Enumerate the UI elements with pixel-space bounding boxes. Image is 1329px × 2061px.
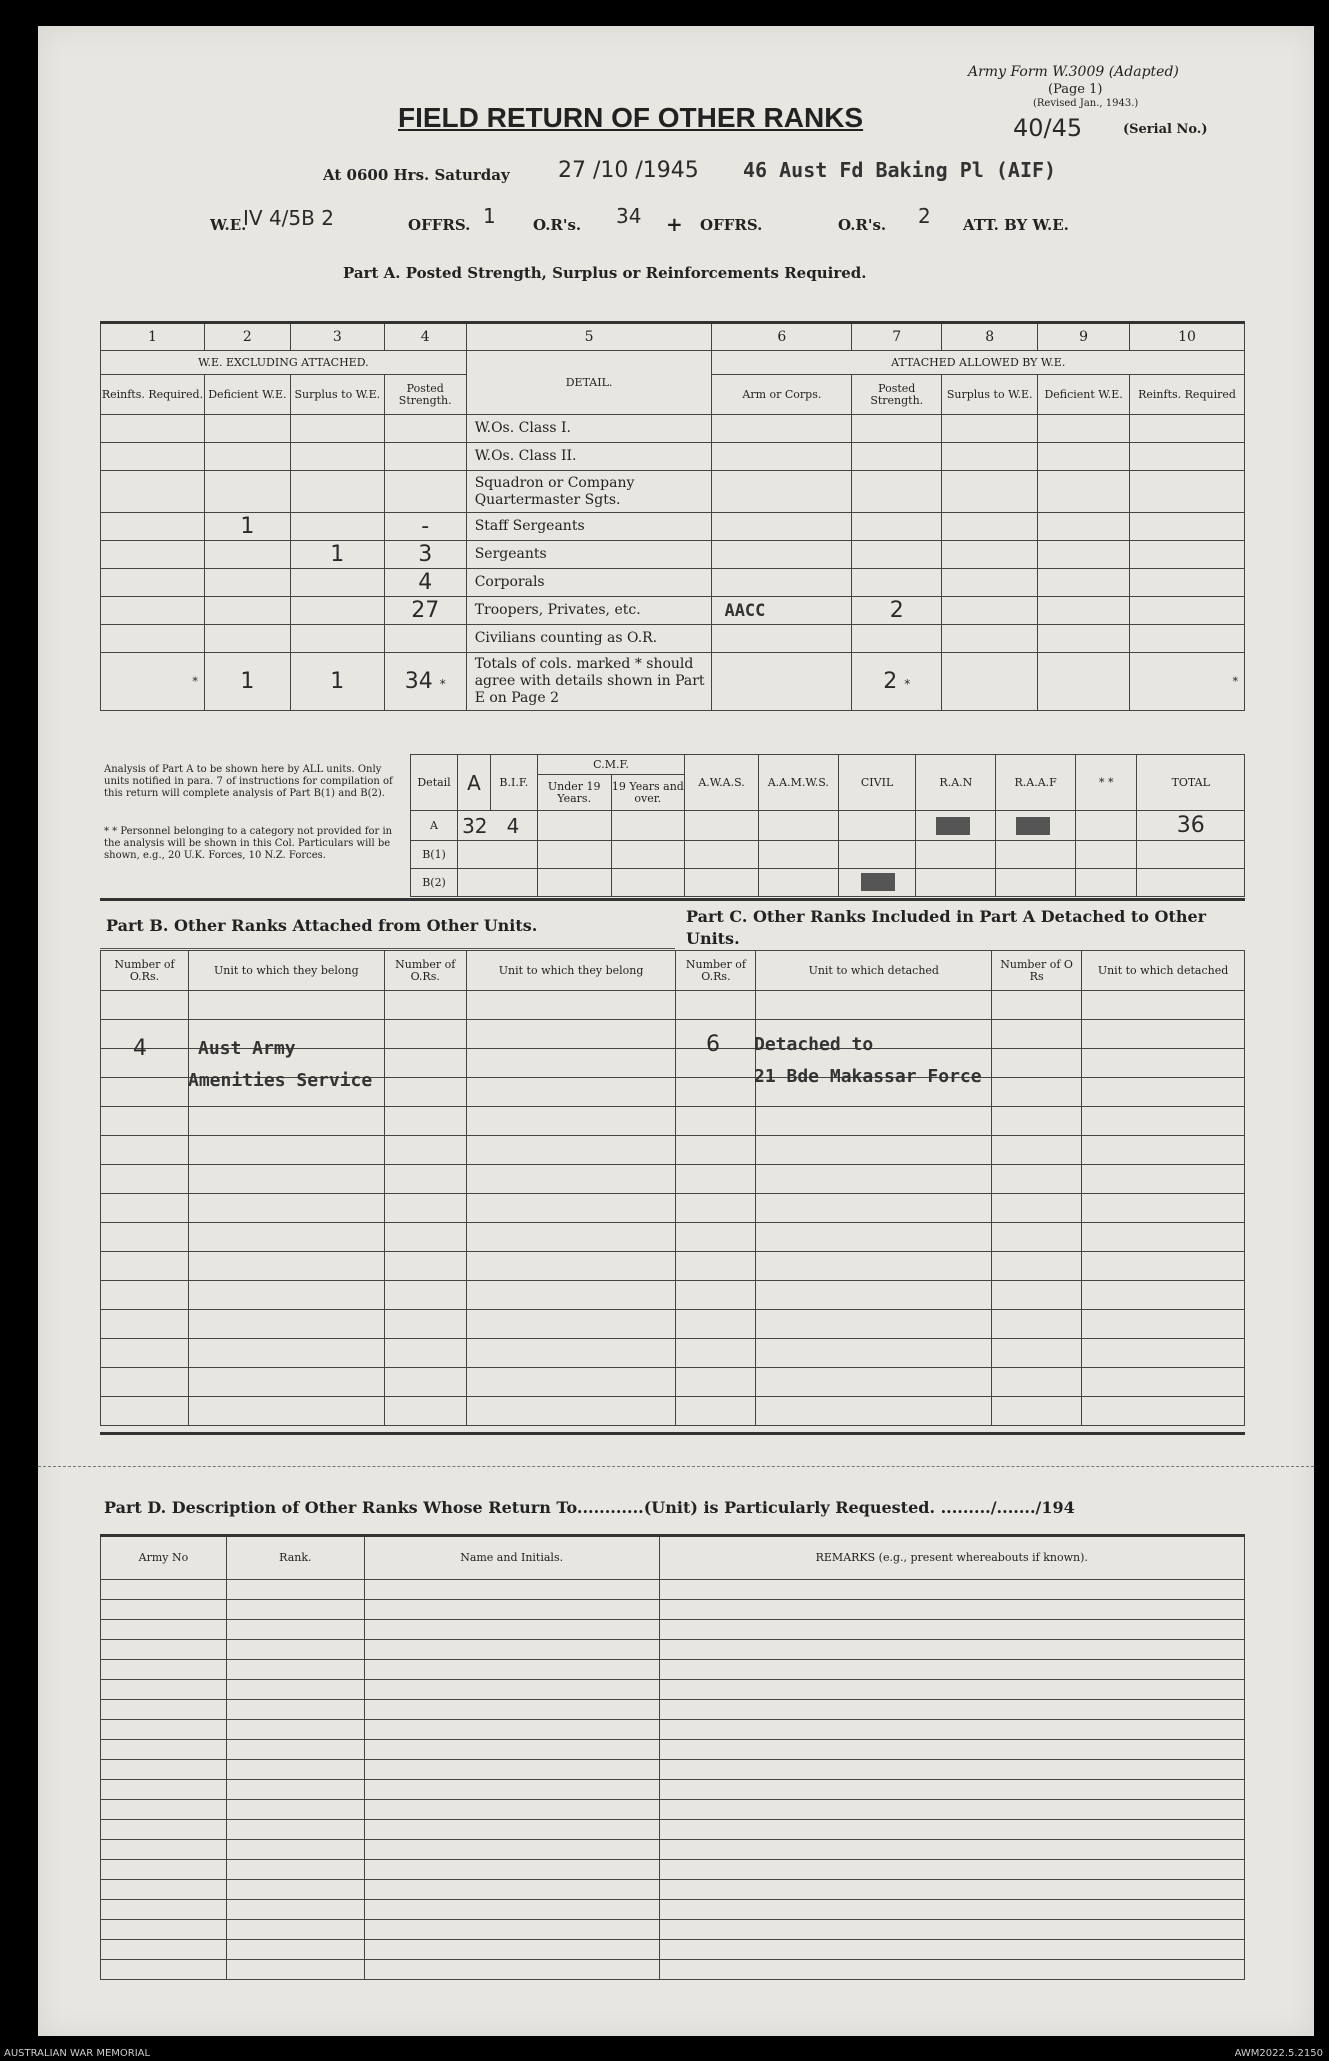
b-hdr-num2: Number of O.Rs. <box>384 951 466 991</box>
an-hdr-bif: B.I.F. <box>490 755 537 811</box>
part-d-row <box>101 1580 1245 1600</box>
row-cell-c1 <box>101 471 205 513</box>
row-cell-c6 <box>712 415 852 443</box>
part-d-row <box>101 1940 1245 1960</box>
part-d-row <box>101 1780 1245 1800</box>
analysis-table <box>410 754 1245 897</box>
an-hdr-under19: Under 19 Years. <box>537 775 611 811</box>
footer-right: AWM2022.5.2150 <box>1234 2048 1323 2059</box>
col-num-1: 1 <box>101 323 205 351</box>
part-a-row <box>101 415 1245 443</box>
total-c7-star: * <box>904 677 911 691</box>
hdr-posted: Posted Strength. <box>384 375 466 415</box>
total-c7-value: 2 <box>883 669 898 694</box>
row-cell-c2 <box>204 541 290 569</box>
c-entry-unit-2: 21 Bde Makassar Force <box>754 1066 982 1087</box>
part-a-table <box>100 321 1245 711</box>
col-num-2: 2 <box>204 323 290 351</box>
row-cell-c4 <box>384 471 466 513</box>
row-detail: Sergeants <box>466 541 712 569</box>
total-c7 <box>852 653 942 711</box>
att-label: ATT. BY W.E. <box>963 216 1069 234</box>
date-value: 27 /10 /1945 <box>558 158 699 183</box>
part-d-row <box>101 1660 1245 1680</box>
rule <box>100 898 1245 901</box>
an-a-value: 32 <box>462 813 488 838</box>
hdr-att-posted: Posted Strength. <box>852 375 942 415</box>
row-cell-c4 <box>384 443 466 471</box>
total-c2: 1 <box>204 653 290 711</box>
an-row-b2: B(2) <box>411 869 458 897</box>
serial-label: (Serial No.) <box>1123 122 1208 137</box>
part-d-row <box>101 1600 1245 1620</box>
part-d-row <box>101 1680 1245 1700</box>
part-bc-row <box>101 1368 1245 1397</box>
row-cell-c2 <box>204 597 290 625</box>
part-d-row <box>101 1920 1245 1940</box>
an-total-value: 36 <box>1137 811 1245 841</box>
row-cell-c7 <box>852 415 942 443</box>
totals-row <box>101 653 1245 711</box>
part-d-row <box>101 1900 1245 1920</box>
part-a-row <box>101 513 1245 541</box>
part-b-c-table <box>100 950 1245 1426</box>
row-cell-c7 <box>852 471 942 513</box>
offrs-label: OFFRS. <box>408 216 471 234</box>
an-hdr-detail: Detail <box>411 755 458 811</box>
part-d-title: Part D. Description of Other Ranks Whose Return To............(Unit) is Particularly Requested. ........./......./194 <box>104 1498 1075 1517</box>
c-entry-unit-1: Detached to <box>754 1034 874 1055</box>
form-id: Army Form W.3009 (Adapted) <box>968 64 1179 80</box>
part-a-row <box>101 471 1245 513</box>
an-hdr-total: TOTAL <box>1137 755 1245 811</box>
an-hdr-cmf: C.M.F. <box>537 755 684 775</box>
d-hdr-remarks: REMARKS (e.g., present whereabouts if known). <box>659 1536 1244 1580</box>
total-c4-value: 34 <box>404 669 433 694</box>
row-cell-c6 <box>712 443 852 471</box>
ors2-label: O.R's. <box>838 216 887 234</box>
an-hdr-raaf: R.A.A.F <box>996 755 1076 811</box>
c-hdr-num2: Number of O Rs <box>992 951 1082 991</box>
an-hdr-a: A <box>458 755 491 811</box>
row-cell-c3 <box>290 471 384 513</box>
part-d-row <box>101 1740 1245 1760</box>
row-cell-c7 <box>852 569 942 597</box>
ors2-value: 2 <box>918 204 931 228</box>
row-cell-c1 <box>101 569 205 597</box>
row-cell-c2 <box>204 443 290 471</box>
col-num-8: 8 <box>942 323 1038 351</box>
perforation-line <box>38 1466 1314 1467</box>
redaction-mark <box>861 873 895 891</box>
row-cell-c4 <box>384 625 466 653</box>
part-d-row <box>101 1820 1245 1840</box>
total-c10: * <box>1130 653 1245 711</box>
an-a-bif <box>458 811 538 841</box>
part-bc-row <box>101 1339 1245 1368</box>
ors-value: 34 <box>616 204 642 228</box>
an-row-a: A <box>411 811 458 841</box>
part-bc-row <box>101 1223 1245 1252</box>
hdr-surplus: Surplus to W.E. <box>290 375 384 415</box>
total-c1: * <box>101 653 205 711</box>
we-label: W.E. <box>210 216 247 234</box>
hdr-arm-corps: Arm or Corps. <box>712 375 852 415</box>
row-detail: Civilians counting as O.R. <box>466 625 712 653</box>
row-cell-c3 <box>290 513 384 541</box>
b-entry-unit-2: Amenities Service <box>188 1070 373 1091</box>
row-cell-c1 <box>101 625 205 653</box>
row-cell-c4: - <box>384 513 466 541</box>
offrs2-label: OFFRS. <box>700 216 763 234</box>
part-d-row <box>101 1700 1245 1720</box>
col-num-3: 3 <box>290 323 384 351</box>
total-c4-star: * <box>439 677 446 691</box>
b-entry-number: 4 <box>133 1036 147 1061</box>
part-bc-row <box>101 1281 1245 1310</box>
part-d-table <box>100 1534 1245 1980</box>
part-d-row <box>101 1640 1245 1660</box>
offrs-value: 1 <box>483 204 496 228</box>
col-num-7: 7 <box>852 323 942 351</box>
revised-date: (Revised Jan., 1943.) <box>1033 98 1139 109</box>
row-cell-c2 <box>204 471 290 513</box>
part-d-row <box>101 1860 1245 1880</box>
row-cell-c3 <box>290 443 384 471</box>
d-hdr-army-no: Army No <box>101 1536 227 1580</box>
row-cell-c6 <box>712 625 852 653</box>
part-a-row <box>101 597 1245 625</box>
row-detail: Squadron or Company Quartermaster Sgts. <box>466 471 712 513</box>
c-hdr-num1: Number of O.Rs. <box>676 951 756 991</box>
part-d-row <box>101 1620 1245 1640</box>
part-a-row <box>101 541 1245 569</box>
we-value: IV 4/5B 2 <box>243 206 334 230</box>
total-c4 <box>384 653 466 711</box>
part-d-row <box>101 1800 1245 1820</box>
hdr-att-reinfts: Reinfts. Required <box>1130 375 1245 415</box>
col-num-9: 9 <box>1038 323 1130 351</box>
unit-value: 46 Aust Fd Baking Pl (AIF) <box>743 158 1057 182</box>
row-cell-c6 <box>712 569 852 597</box>
row-cell-c4: 3 <box>384 541 466 569</box>
part-c-title: Part C. Other Ranks Included in Part A Detached to Other Units. <box>686 907 1207 948</box>
part-d-row <box>101 1840 1245 1860</box>
row-cell-c3 <box>290 597 384 625</box>
analysis-note-2: * * Personnel belonging to a category not provided for in the analysis will be shown in this Col. Particulars will be shown, e.g., 20 U.K. Forces, 10 N.Z. Forces. <box>104 826 393 861</box>
analysis-note-1: Analysis of Part A to be shown here by ALL units. Only units notified in para. 7 of instructions for compilation of this return will complete analysis of Part B(1) and B(2). <box>104 764 393 799</box>
row-cell-c6 <box>712 513 852 541</box>
an-hdr-civil: CIVIL <box>838 755 916 811</box>
b-entry-unit-1: Aust Army <box>198 1038 296 1059</box>
serial-value: 40/45 <box>1013 114 1083 142</box>
part-bc-row <box>101 1107 1245 1136</box>
footer-left: AUSTRALIAN WAR MEMORIAL <box>4 2048 151 2059</box>
row-detail: Troopers, Privates, etc. <box>466 597 712 625</box>
row-cell-c1 <box>101 443 205 471</box>
b-hdr-unit2: Unit to which they belong <box>466 951 676 991</box>
an-bif-value: 4 <box>506 813 520 838</box>
page-number: (Page 1) <box>1048 82 1103 97</box>
row-cell-c2 <box>204 625 290 653</box>
ors-label: O.R's. <box>533 216 582 234</box>
row-cell-c1 <box>101 513 205 541</box>
part-bc-row <box>101 1397 1245 1426</box>
part-a-row <box>101 625 1245 653</box>
row-cell-c3 <box>290 569 384 597</box>
row-detail: W.Os. Class II. <box>466 443 712 471</box>
col-num-6: 6 <box>712 323 852 351</box>
d-hdr-name: Name and Initials. <box>364 1536 659 1580</box>
c-entry-number: 6 <box>706 1032 720 1057</box>
row-cell-c4: 4 <box>384 569 466 597</box>
row-cell-c3 <box>290 415 384 443</box>
detail-header: DETAIL. <box>466 351 712 415</box>
part-d-row <box>101 1760 1245 1780</box>
row-cell-c7 <box>852 443 942 471</box>
hdr-att-deficient: Deficient W.E. <box>1038 375 1130 415</box>
row-cell-c1 <box>101 541 205 569</box>
part-bc-row <box>101 991 1245 1020</box>
part-d-row <box>101 1720 1245 1740</box>
row-cell-c1 <box>101 415 205 443</box>
row-detail: W.Os. Class I. <box>466 415 712 443</box>
part-a-title: Part A. Posted Strength, Surplus or Reinforcements Required. <box>343 264 867 282</box>
part-bc-row <box>101 1252 1245 1281</box>
row-cell-c1 <box>101 597 205 625</box>
row-cell-c6 <box>712 471 852 513</box>
row-cell-c2 <box>204 569 290 597</box>
hdr-reinfts: Reinfts. Required. <box>101 375 205 415</box>
part-b-title: Part B. Other Ranks Attached from Other Units. <box>106 916 538 935</box>
row-cell-c4: 27 <box>384 597 466 625</box>
total-c8 <box>942 653 1038 711</box>
redaction-mark <box>1016 817 1050 835</box>
col-num-4: 4 <box>384 323 466 351</box>
an-row-b1: B(1) <box>411 841 458 869</box>
row-cell-c2 <box>204 415 290 443</box>
row-detail: Staff Sergeants <box>466 513 712 541</box>
row-cell-c7 <box>852 625 942 653</box>
row-cell-c3 <box>290 625 384 653</box>
form-page <box>38 26 1314 2036</box>
group-left-header: W.E. EXCLUDING ATTACHED. <box>101 351 467 375</box>
row-cell-c6: AACC <box>712 597 852 625</box>
part-bc-row <box>101 1310 1245 1339</box>
row-cell-c4 <box>384 415 466 443</box>
b-hdr-num1: Number of O.Rs. <box>101 951 189 991</box>
part-bc-row <box>101 1194 1245 1223</box>
part-d-row <box>101 1960 1245 1980</box>
row-detail: Corporals <box>466 569 712 597</box>
part-d-row <box>101 1880 1245 1900</box>
group-right-header: ATTACHED ALLOWED BY W.E. <box>712 351 1245 375</box>
part-bc-row <box>101 1136 1245 1165</box>
an-hdr-awas: A.W.A.S. <box>685 755 759 811</box>
row-cell-c6 <box>712 541 852 569</box>
part-bc-row <box>101 1165 1245 1194</box>
part-a-row <box>101 569 1245 597</box>
an-hdr-aamws: A.A.M.W.S. <box>758 755 838 811</box>
plus-sign: + <box>666 212 683 236</box>
at-line-label: At 0600 Hrs. Saturday <box>323 166 510 184</box>
total-c9 <box>1038 653 1130 711</box>
c-hdr-unit1: Unit to which detached <box>756 951 992 991</box>
an-hdr-ran: R.A.N <box>916 755 996 811</box>
part-a-row <box>101 443 1245 471</box>
d-hdr-rank: Rank. <box>226 1536 364 1580</box>
col-num-5: 5 <box>466 323 712 351</box>
b-hdr-unit1: Unit to which they belong <box>188 951 384 991</box>
row-cell-c7 <box>852 513 942 541</box>
an-hdr-19over: 19 Years and over. <box>611 775 685 811</box>
row-cell-c7: 2 <box>852 597 942 625</box>
row-cell-c7 <box>852 541 942 569</box>
col-num-10: 10 <box>1130 323 1245 351</box>
redaction-mark <box>936 817 970 835</box>
hdr-deficient: Deficient W.E. <box>204 375 290 415</box>
row-cell-c2: 1 <box>204 513 290 541</box>
form-title: FIELD RETURN OF OTHER RANKS <box>398 102 864 133</box>
totals-detail: Totals of cols. marked * should agree with details shown in Part E on Page 2 <box>466 653 712 711</box>
row-cell-c3: 1 <box>290 541 384 569</box>
hdr-att-surplus: Surplus to W.E. <box>942 375 1038 415</box>
total-c3: 1 <box>290 653 384 711</box>
c-hdr-unit2: Unit to which detached <box>1082 951 1245 991</box>
total-c6 <box>712 653 852 711</box>
an-hdr-other: * * <box>1076 755 1137 811</box>
